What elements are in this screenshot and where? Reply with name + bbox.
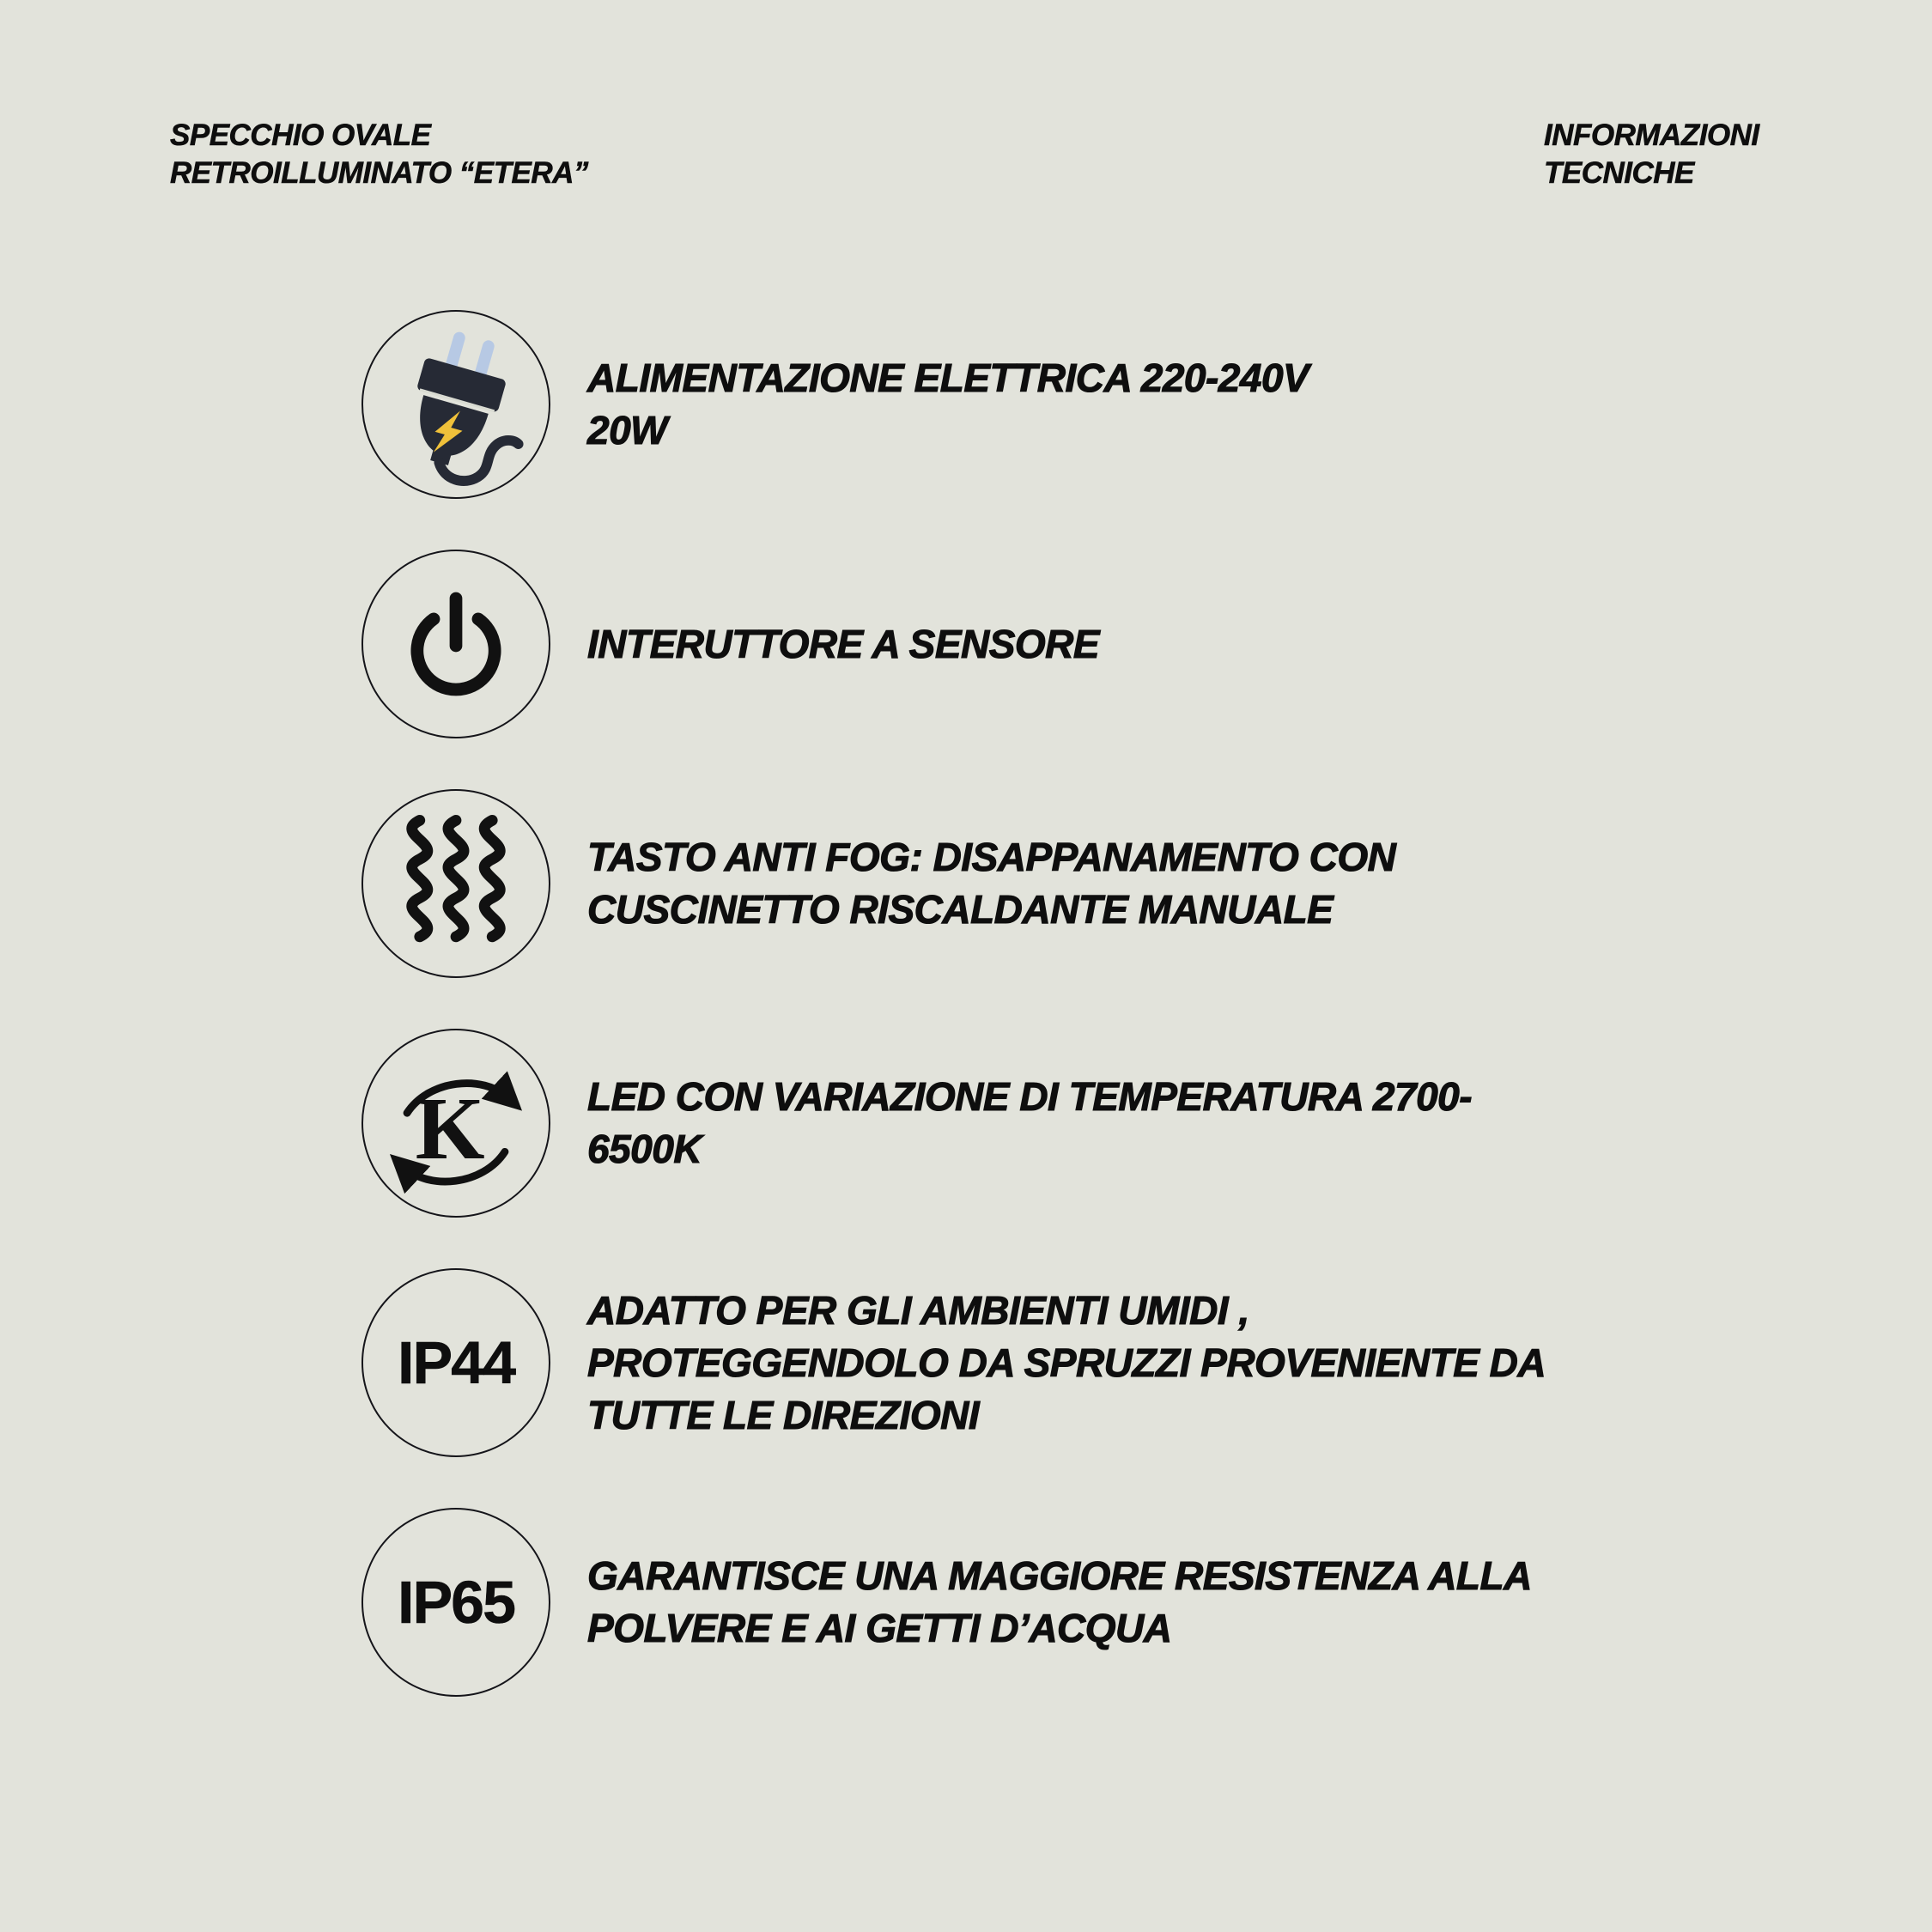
spec-text-line: 20W	[587, 408, 668, 453]
spec-row	[361, 550, 1099, 738]
spec-row	[361, 1508, 1532, 1697]
product-title-line-2: RETROILLUMINATO “ETERA”	[170, 156, 588, 190]
spec-row	[361, 1268, 1546, 1457]
section-title-line-2: TECNICHE	[1544, 156, 1694, 190]
spec-text	[587, 1285, 1546, 1442]
power-plug-icon	[363, 310, 549, 499]
spec-text-line: TASTO ANTI FOG: DISAPPANAMENTO CON	[587, 835, 1396, 879]
spec-text-line: CUSCINETTO RISCALDANTE MANUALE	[587, 887, 1334, 932]
spec-text-line: PROTEGGENDOLO DA SPRUZZI PROVENIENTE DA	[587, 1340, 1546, 1385]
spec-text-line: INTERUTTORE A SENSORE	[587, 621, 1100, 666]
spec-text-line: ADATTO PER GLI AMBIENTI UMIDI ,	[587, 1287, 1249, 1333]
spec-text	[587, 831, 1395, 936]
icon-circle	[361, 1508, 550, 1697]
product-title	[170, 117, 588, 192]
spec-text	[587, 352, 1309, 457]
ip44-badge: IP44	[398, 1329, 514, 1396]
heat-waves-icon	[363, 789, 549, 978]
spec-text-line: 6500K	[587, 1127, 702, 1171]
spec-text	[587, 618, 1099, 671]
icon-circle	[361, 550, 550, 738]
icon-circle	[361, 1029, 550, 1218]
spec-row	[361, 310, 1309, 499]
section-title	[1544, 117, 1759, 192]
ip65-badge: IP65	[398, 1569, 514, 1636]
section-title-line-1: INFORMAZIONI	[1544, 118, 1759, 152]
spec-text-line: LED CON VARIAZIONE DI TEMPERATURA 2700-	[587, 1074, 1473, 1119]
power-button-icon	[363, 550, 549, 738]
spec-text-line: POLVERE E AI GETTI D’ACQUA	[587, 1606, 1172, 1650]
icon-circle	[361, 310, 550, 499]
spec-row	[361, 1029, 1472, 1218]
spec-text	[587, 1550, 1532, 1655]
spec-text	[587, 1071, 1472, 1176]
spec-text-line: GARANTISCE UNA MAGGIORE RESISTENZA ALLA	[587, 1553, 1532, 1598]
icon-circle	[361, 789, 550, 978]
svg-text:K: K	[415, 1078, 485, 1179]
spec-text-line: ALIMENTAZIONE ELETTRICA 220-240V	[587, 355, 1309, 400]
product-title-line-1: SPECCHIO OVALE	[170, 118, 431, 152]
icon-circle	[361, 1268, 550, 1457]
spec-row	[361, 789, 1395, 978]
spec-text-line: TUTTE LE DIREZIONI	[587, 1392, 980, 1437]
kelvin-cycle-icon	[363, 1029, 549, 1218]
